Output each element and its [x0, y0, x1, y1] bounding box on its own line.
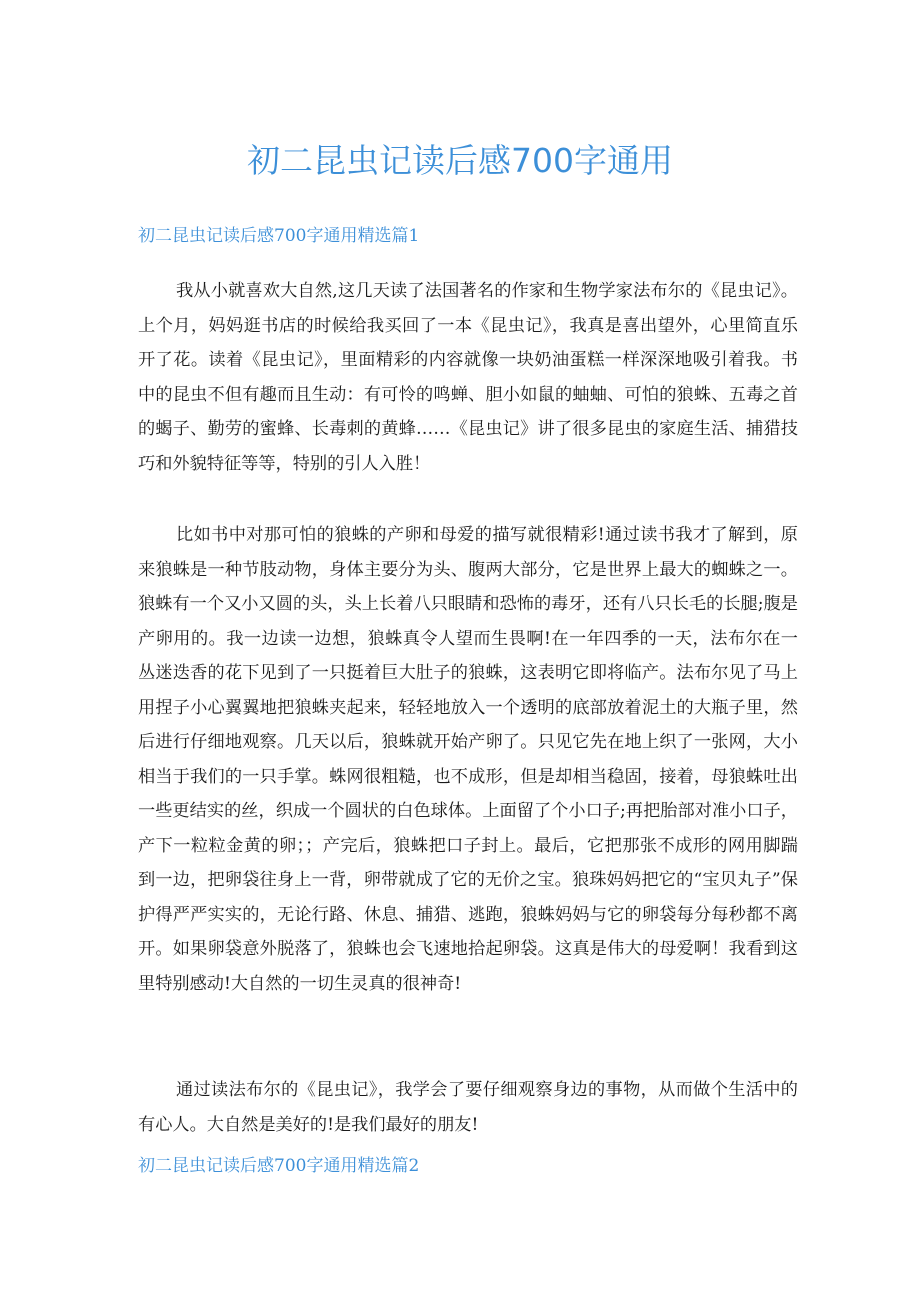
paragraph-2: 比如书中对那可怕的狼蛛的产卵和母爱的描写就很精彩!通过读书我才了解到，原来狼蛛是一种节肢动物，身体主要分为头、腹两大部分，它是世界上最大的蜘蛛之一。狼蛛有一个又小又圆的头，头上长着八只眼睛和恐怖的毒牙，还有八只长毛的长腿;腹是产卵用的。我一边读一边想，狼蛛真令人望而生畏啊!在一年四季的一天，法布尔在一丛迷迭香的花下见到了一只挺着巨大肚子的狼蛛，这表明它即将临产。法布尔见了马上用捏子小心翼翼地把狼蛛夹起来，轻轻地放入一个透明的底部放着泥土的大瓶子里，然后进行仔细地观察。几天以后，狼蛛就开始产卵了。只见它先在地上织了一张网，大小相当于我们的一只手掌。蛛网很粗糙，也不成形，但是却相当稳固，接着，母狼蛛吐出一些更结实的丝，织成一个圆状的白色球体。上面留了个小口子;再把胎部对准小口子，产下一粒粒金黄的卵；；产完后，狼蛛把口子封上。最后，它把那张不成形的网用脚踹到一边，把卵袋往身上一背，卵带就成了它的无价之宝。狼珠妈妈把它的“宝贝丸子”保护得严严实实的，无论行路、休息、捕猎、逃跑，狼蛛妈妈与它的卵袋每分每秒都不离开。如果卵袋意外脱落了，狼蛛也会飞速地拾起卵袋。这真是伟大的母爱啊！我看到这里特别感动!大自然的一切生灵真的很神奇!: [138, 525, 798, 994]
section-heading-2: 初二昆虫记读后感700字通用精选篇2: [138, 1156, 420, 1176]
paragraph-3: 通过读法布尔的《昆虫记》，我学会了要仔细观察身边的事物，从而做个生活中的有心人。大自然是美好的!是我们最好的朋友!: [138, 1080, 798, 1135]
paragraph-1: 我从小就喜欢大自然,这几天读了法国著名的作家和生物学家法布尔的《昆虫记》。上个月，妈妈逛书店的时候给我买回了一本《昆虫记》，我真是喜出望外，心里简直乐开了花。读着《昆虫记》，里面精彩的内容就像一块奶油蛋糕一样深深地吸引着我。书中的昆虫不但有趣而且生动：有可怜的鸣蝉、胆小如鼠的蚰蚰、可怕的狼蛛、五毒之首的蝎子、勤劳的蜜蜂、长毒刺的黄蜂……《昆虫记》讲了很多昆虫的家庭生活、捕猎技巧和外貌特征等等，特别的引人入胜！: [138, 281, 798, 474]
document-title: 初二昆虫记读后感700字通用: [247, 141, 673, 180]
section-heading-1: 初二昆虫记读后感700字通用精选篇1: [138, 226, 420, 246]
